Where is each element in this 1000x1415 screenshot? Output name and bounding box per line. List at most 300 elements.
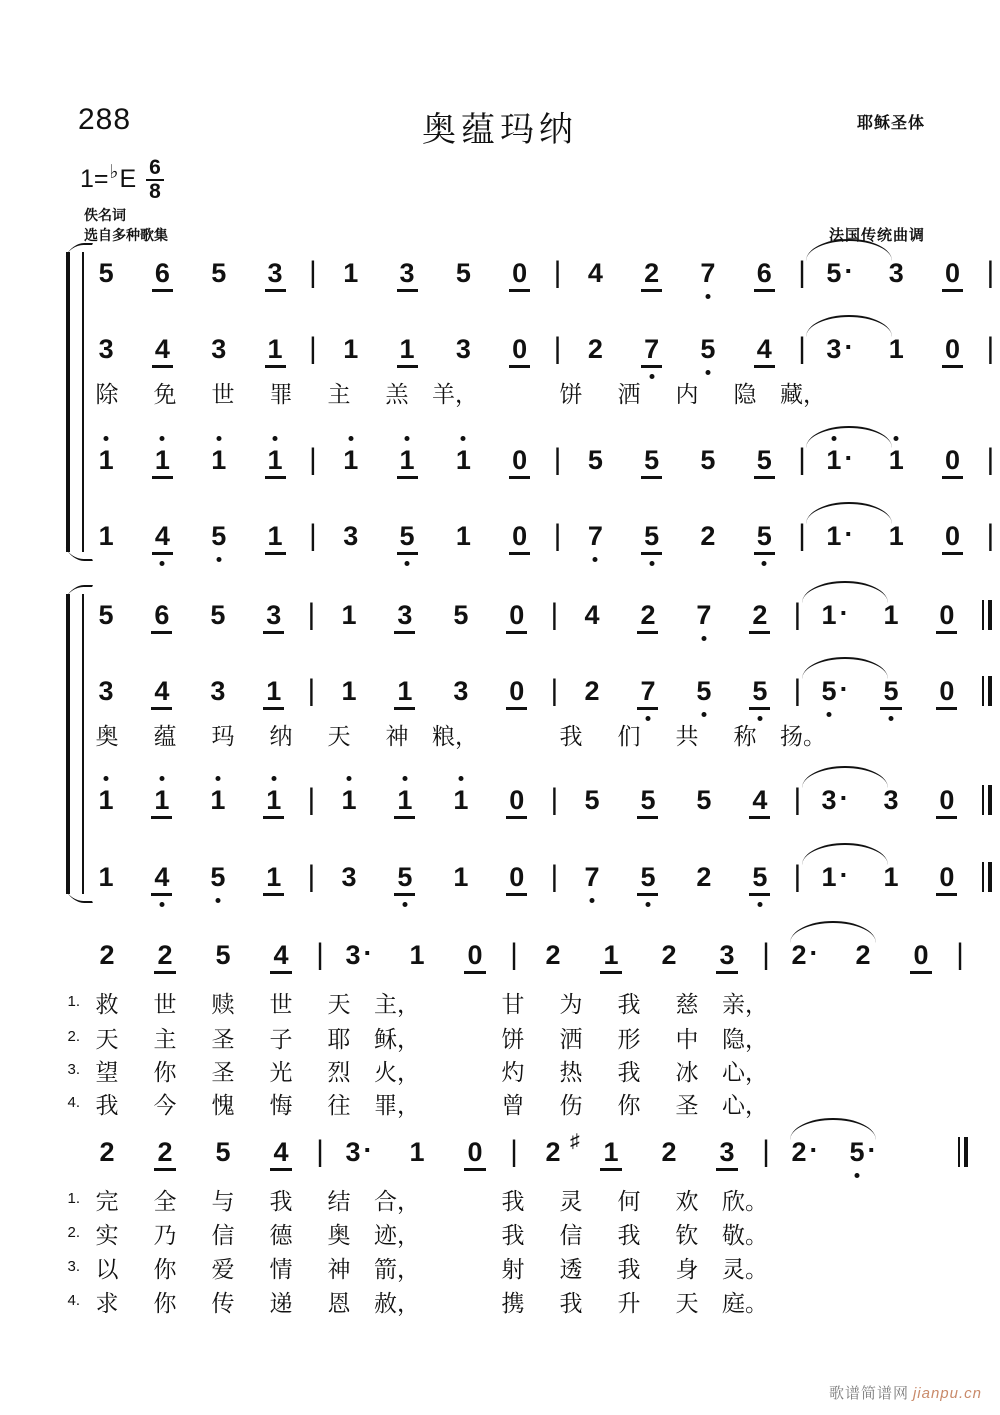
- system-1-voice-alto: [0, 334, 1000, 380]
- lyric-syllable: 玛: [211, 723, 235, 749]
- lyric-syllable: 庭。: [722, 1290, 768, 1316]
- note: 1: [154, 785, 170, 815]
- lyric-syllable: 信: [211, 1222, 235, 1248]
- lyric-syllable: 羊，: [432, 381, 478, 407]
- note: 4: [584, 600, 600, 630]
- note: 1: [409, 940, 425, 970]
- lyric-syllable: 何: [617, 1188, 641, 1214]
- lyric-syllable: 爱: [211, 1256, 235, 1282]
- note: 6: [756, 258, 772, 288]
- note: 2: [99, 1137, 115, 1167]
- barline: |: [762, 938, 770, 971]
- note-dotted: 2 ·: [776, 1137, 834, 1167]
- note: 5: [640, 785, 656, 815]
- note: 2: [640, 600, 656, 630]
- note: 3: [399, 258, 415, 288]
- note: 2: [545, 940, 561, 970]
- lyric-syllable: 赎: [211, 991, 235, 1017]
- note: 5: [620, 862, 676, 892]
- lyric-syllable: 钦: [675, 1222, 699, 1248]
- note: 4: [134, 862, 190, 892]
- note: 0: [945, 334, 961, 364]
- note: 2: [855, 940, 871, 970]
- sharp-icon: ♯: [570, 1131, 580, 1152]
- note: 1: [98, 521, 114, 551]
- note: 3: [453, 676, 469, 706]
- note: ♯ 1: [582, 1137, 640, 1167]
- note: 5: [98, 600, 114, 630]
- note-dotted: 3 ·: [821, 783, 849, 815]
- note: 1: [455, 445, 471, 475]
- lyric-syllable: 甘: [501, 991, 525, 1017]
- key-signature: [80, 158, 164, 202]
- note: 4: [752, 785, 768, 815]
- key-letter: E: [119, 165, 137, 194]
- barline: |: [307, 674, 316, 707]
- note: 1: [343, 334, 359, 364]
- lyric-syllable: 除: [95, 381, 119, 407]
- lyric-syllable: 共: [675, 723, 699, 749]
- note: 1: [888, 445, 904, 475]
- barline: |: [553, 256, 562, 289]
- lyric-syllable: 纳: [269, 723, 293, 749]
- lyric-syllable: 以: [95, 1256, 119, 1282]
- lyric-syllable: 我: [501, 1222, 525, 1248]
- note: 5: [700, 334, 716, 364]
- lyric-syllable: 伤: [559, 1092, 583, 1118]
- lyric-syllable: 箭，: [374, 1256, 420, 1282]
- note: 0: [945, 258, 961, 288]
- lyric-syllable: 射: [501, 1256, 525, 1282]
- lyric-syllable: 我: [95, 1092, 119, 1118]
- barline: |: [553, 519, 562, 552]
- lyric-syllable: 我: [617, 1222, 641, 1248]
- lyric-syllable: 传: [211, 1290, 235, 1316]
- lyric-syllable: 冰: [675, 1059, 699, 1085]
- lyric-syllable: 世: [211, 381, 235, 407]
- note: 3: [211, 334, 227, 364]
- note: 1: [343, 445, 359, 475]
- note: 5: [644, 445, 660, 475]
- key-prefix: 1=: [80, 165, 109, 194]
- note: 7: [584, 862, 600, 892]
- note-dotted: 3 ·: [826, 332, 854, 364]
- note: 1: [399, 445, 415, 475]
- note: 5: [98, 258, 114, 288]
- note: 1: [266, 676, 282, 706]
- note: 0: [945, 445, 961, 475]
- note: 2: [696, 862, 712, 892]
- verse-section-2-verse-4: [0, 1284, 1000, 1318]
- note: 1: [266, 785, 282, 815]
- note: 0: [467, 1137, 483, 1167]
- note: 0: [913, 940, 929, 970]
- note: 3: [210, 676, 226, 706]
- verse-number: 2.: [67, 1224, 80, 1241]
- lyric-syllable: 合，: [374, 1188, 420, 1214]
- lyric-syllable: 圣: [211, 1026, 235, 1052]
- note: 0: [467, 940, 483, 970]
- lyric-syllable: 我: [617, 1256, 641, 1282]
- lyric-syllable: 主，: [374, 991, 420, 1017]
- lyric-syllable: 圣: [211, 1059, 235, 1085]
- note: 5: [732, 862, 788, 892]
- lyric-syllable: 烈: [327, 1059, 351, 1085]
- note: 0: [509, 862, 525, 892]
- barline: |: [788, 862, 807, 892]
- meter-denominator: 8: [149, 179, 161, 203]
- lyric-syllable: 心，: [722, 1092, 768, 1118]
- section-credit: 耶稣圣体: [856, 115, 925, 132]
- verse-section-1-verse-2: [0, 1020, 1000, 1054]
- lyric-syllable: 内: [675, 381, 699, 407]
- barline: |: [510, 938, 518, 971]
- note: 1: [883, 600, 899, 630]
- note: 2: [700, 521, 716, 551]
- note: 3: [341, 862, 357, 892]
- system-2-voice-soprano: [0, 600, 1000, 646]
- note: 1: [341, 600, 357, 630]
- lyric-syllable: 隐: [733, 381, 757, 407]
- lyric-syllable: 你: [153, 1256, 177, 1282]
- system-1-voice-bass: [0, 521, 1000, 567]
- note: 7: [620, 676, 676, 706]
- note: 1: [453, 862, 469, 892]
- note: 4: [587, 258, 603, 288]
- note: 1: [453, 785, 469, 815]
- lyric-syllable: 我: [617, 991, 641, 1017]
- barline: |: [553, 332, 562, 365]
- double-barline: [975, 600, 1000, 630]
- lyric-syllable: 为: [559, 991, 583, 1017]
- barline: |: [316, 1135, 324, 1168]
- lyric-syllable: 今: [153, 1092, 177, 1118]
- note: 5: [215, 940, 231, 970]
- note: 0: [512, 445, 528, 475]
- verse-number: 4.: [67, 1292, 80, 1309]
- lyric-syllable: 饼: [501, 1026, 525, 1052]
- flat-icon: ♭: [109, 162, 119, 184]
- lyric-syllable: 求: [95, 1290, 119, 1316]
- lyric-syllable: 洒: [559, 1026, 583, 1052]
- barline: |: [762, 1135, 770, 1168]
- lyric-syllable: 藏，: [780, 381, 826, 407]
- page-title: 奥蕴玛纳: [422, 112, 578, 149]
- lyric-syllable: 罪，: [374, 1092, 420, 1118]
- verse-number: 3.: [67, 1061, 80, 1078]
- lyric-syllable: 灵。: [722, 1256, 768, 1282]
- lyric-syllable: 主: [153, 1026, 177, 1052]
- note: 1: [98, 785, 114, 815]
- note: 3: [883, 785, 899, 815]
- lyric-syllable: 恩: [327, 1290, 351, 1316]
- lyric-syllable: 曾: [501, 1092, 525, 1118]
- tune-credit: 法国传统曲调: [828, 227, 925, 244]
- barline: |: [792, 521, 811, 551]
- lyric-syllable: 悔: [269, 1092, 293, 1118]
- note: 1: [267, 521, 283, 551]
- lyric-syllable: 愧: [211, 1092, 235, 1118]
- note-dotted: 1 ·: [821, 860, 849, 892]
- note-dotted: 5 ·: [849, 1135, 877, 1167]
- double-barline: [975, 862, 1000, 892]
- note: 3: [266, 600, 282, 630]
- lyric-syllable: 奥: [95, 723, 119, 749]
- note: 1: [341, 785, 357, 815]
- note: 2: [545, 1137, 561, 1167]
- note: 1: [603, 940, 619, 970]
- lyric-syllable: 火，: [374, 1059, 420, 1085]
- lyric-syllable: 神: [385, 723, 409, 749]
- note: 1: [266, 862, 282, 892]
- lyric-syllable: 我: [269, 1188, 293, 1214]
- note: 5: [863, 676, 919, 706]
- verse-number: 2.: [67, 1028, 80, 1045]
- system-2-voice-bass: [0, 862, 1000, 908]
- note: 3: [343, 521, 359, 551]
- note: 5: [736, 521, 792, 551]
- note: 3: [98, 676, 114, 706]
- note: 2: [752, 600, 768, 630]
- system-2-voice-tenor: [0, 785, 1000, 831]
- note: 2: [644, 258, 660, 288]
- double-barline: [950, 1137, 976, 1167]
- double-barline: [975, 785, 1000, 815]
- verse-section-2-verse-2: [0, 1216, 1000, 1250]
- system-1-voice-soprano: [0, 258, 1000, 304]
- lyric-syllable: 子: [269, 1026, 293, 1052]
- note: 2: [587, 334, 603, 364]
- note-dotted: 5 ·: [821, 674, 849, 706]
- note: 4: [154, 676, 170, 706]
- barline: |: [307, 598, 316, 631]
- note: 5: [379, 521, 435, 551]
- verse-number: 1.: [67, 1190, 80, 1207]
- note: 4: [154, 334, 170, 364]
- note: 0: [509, 600, 525, 630]
- verse-number: 3.: [67, 1258, 80, 1275]
- note: 5: [215, 1137, 231, 1167]
- note-dotted: 3 ·: [345, 938, 373, 970]
- lyric-syllable: 升: [617, 1290, 641, 1316]
- lyric-syllable: 圣: [675, 1092, 699, 1118]
- lyric-syllable: 奥: [327, 1222, 351, 1248]
- lyric-syllable: 望: [95, 1059, 119, 1085]
- note: 1: [341, 676, 357, 706]
- note: 3: [888, 258, 904, 288]
- note: 5: [700, 445, 716, 475]
- note: 2: [661, 940, 677, 970]
- note: 5: [211, 521, 227, 551]
- verse-number: 4.: [67, 1094, 80, 1111]
- watermark-cn: 歌谱简谱网: [828, 1385, 909, 1402]
- source-line: 选自多种歌集: [84, 227, 168, 244]
- barline: |: [956, 938, 964, 971]
- note: 6: [154, 600, 170, 630]
- note: 5: [756, 445, 772, 475]
- lyric-syllable: 扬。: [780, 723, 826, 749]
- lyric-syllable: 隐，: [722, 1026, 768, 1052]
- note: 7: [700, 258, 716, 288]
- barline: |: [308, 519, 317, 552]
- system-1-lyrics: [0, 375, 1000, 409]
- barline: |: [553, 443, 562, 476]
- note: 3: [397, 600, 413, 630]
- lyric-syllable: 称: [733, 723, 757, 749]
- lyric-syllable: 洒: [617, 381, 641, 407]
- note: 5: [211, 258, 227, 288]
- note: 1: [409, 1137, 425, 1167]
- note: 5: [696, 785, 712, 815]
- note: 1: [455, 521, 471, 551]
- lyric-syllable: 光: [269, 1059, 293, 1085]
- lyric-syllable: 结: [327, 1188, 351, 1214]
- lyric-syllable: 我: [559, 1290, 583, 1316]
- lyric-syllable: 你: [617, 1092, 641, 1118]
- note: 2: [157, 940, 173, 970]
- lyric-syllable: 赦，: [374, 1290, 420, 1316]
- note: 3: [719, 940, 735, 970]
- lyric-syllable: 天: [675, 1290, 699, 1316]
- lyric-syllable: 携: [501, 1290, 525, 1316]
- note: 1: [267, 334, 283, 364]
- barline: |: [550, 860, 559, 893]
- note: 7: [696, 600, 712, 630]
- lyric-syllable: 天: [327, 991, 351, 1017]
- lyric-syllable: 全: [153, 1188, 177, 1214]
- note: 1: [397, 785, 413, 815]
- barline: |: [986, 256, 995, 289]
- note: 2: [661, 1137, 677, 1167]
- note: 3: [719, 1137, 735, 1167]
- note: 0: [509, 785, 525, 815]
- note: 3: [267, 258, 283, 288]
- lyric-syllable: 慈: [675, 991, 699, 1017]
- note: 2: [157, 1137, 173, 1167]
- lyric-syllable: 德: [269, 1222, 293, 1248]
- note: 4: [273, 1137, 289, 1167]
- note-dotted: 5 ·: [826, 256, 854, 288]
- note-dotted: 1 ·: [826, 443, 854, 475]
- note: 1: [211, 445, 227, 475]
- note: 3: [98, 334, 114, 364]
- song-number: 288: [78, 103, 132, 136]
- note: 1: [267, 445, 283, 475]
- verse-section-1-verse-3: [0, 1053, 1000, 1087]
- lyric-syllable: 世: [269, 991, 293, 1017]
- lyric-syllable: 你: [153, 1059, 177, 1085]
- note: 1: [888, 334, 904, 364]
- lyric-syllable: 灼: [501, 1059, 525, 1085]
- lyric-syllable: 救: [95, 991, 119, 1017]
- verse-section-2-verse-1: [0, 1182, 1000, 1216]
- verse-number: 1.: [67, 993, 80, 1010]
- lyric-syllable: 敬。: [722, 1222, 768, 1248]
- note: 0: [509, 676, 525, 706]
- note: 1: [343, 258, 359, 288]
- note: 0: [939, 862, 955, 892]
- note: 1: [154, 445, 170, 475]
- barline: |: [986, 332, 995, 365]
- note: 5: [732, 676, 788, 706]
- lyric-syllable: 你: [153, 1290, 177, 1316]
- lyric-syllable: 世: [153, 991, 177, 1017]
- barline: |: [792, 258, 811, 288]
- note: 5: [584, 785, 600, 815]
- system-2-lyrics: [0, 717, 1000, 751]
- note-dotted: 1 ·: [821, 598, 849, 630]
- note-dotted: 2 ·: [776, 940, 834, 970]
- barline: |: [788, 600, 807, 630]
- lyric-syllable: 免: [153, 381, 177, 407]
- note: 5: [210, 600, 226, 630]
- barline: |: [792, 334, 811, 364]
- note: 3: [455, 334, 471, 364]
- note: 5: [453, 600, 469, 630]
- lyric-syllable: 情: [269, 1256, 293, 1282]
- lyric-syllable: 欣。: [722, 1188, 768, 1214]
- barline: |: [986, 519, 995, 552]
- lyric-syllable: 形: [617, 1026, 641, 1052]
- lyric-syllable: 天: [95, 1026, 119, 1052]
- lyric-syllable: 心，: [722, 1059, 768, 1085]
- lyric-syllable: 身: [675, 1256, 699, 1282]
- verse-section-2-verse-3: [0, 1250, 1000, 1284]
- double-barline: [975, 676, 1000, 706]
- note: 6: [154, 258, 170, 288]
- lyric-syllable: 我: [617, 1059, 641, 1085]
- note: 1: [98, 862, 114, 892]
- lyric-syllable: 欢: [675, 1188, 699, 1214]
- note: 5: [455, 258, 471, 288]
- barline: |: [788, 676, 807, 706]
- lyric-syllable: 粮，: [432, 723, 478, 749]
- lyric-syllable: 们: [617, 723, 641, 749]
- lyric-syllable: 信: [559, 1222, 583, 1248]
- note-dotted: 1 ·: [826, 519, 854, 551]
- note: 2: [99, 940, 115, 970]
- note: 7: [587, 521, 603, 551]
- lyric-syllable: 与: [211, 1188, 235, 1214]
- note: 5: [210, 862, 226, 892]
- lyric-syllable: 我: [501, 1188, 525, 1214]
- barline: |: [788, 785, 807, 815]
- lyric-syllable: 乃: [153, 1222, 177, 1248]
- system-1-voice-tenor: [0, 445, 1000, 491]
- lyric-syllable: 灵: [559, 1188, 583, 1214]
- note: 0: [512, 258, 528, 288]
- system-2-voice-alto: [0, 676, 1000, 722]
- lyric-syllable: 透: [559, 1256, 583, 1282]
- barline: |: [308, 443, 317, 476]
- note: 1: [397, 676, 413, 706]
- note: 5: [377, 862, 433, 892]
- verse-section-1-verse-4: [0, 1086, 1000, 1120]
- lyric-syllable: 耶: [327, 1026, 351, 1052]
- note: 0: [939, 676, 955, 706]
- barline: |: [307, 860, 316, 893]
- barline: |: [550, 674, 559, 707]
- barline: |: [510, 1135, 518, 1168]
- time-signature: [146, 158, 164, 202]
- lyric-syllable: 主: [327, 381, 351, 407]
- watermark-en: jianpu.cn: [912, 1385, 982, 1402]
- lyric-syllable: 羔: [385, 381, 409, 407]
- barline: |: [308, 332, 317, 365]
- meter-numerator: 6: [146, 158, 164, 181]
- lyric-syllable: 饼: [559, 381, 583, 407]
- note: 0: [939, 600, 955, 630]
